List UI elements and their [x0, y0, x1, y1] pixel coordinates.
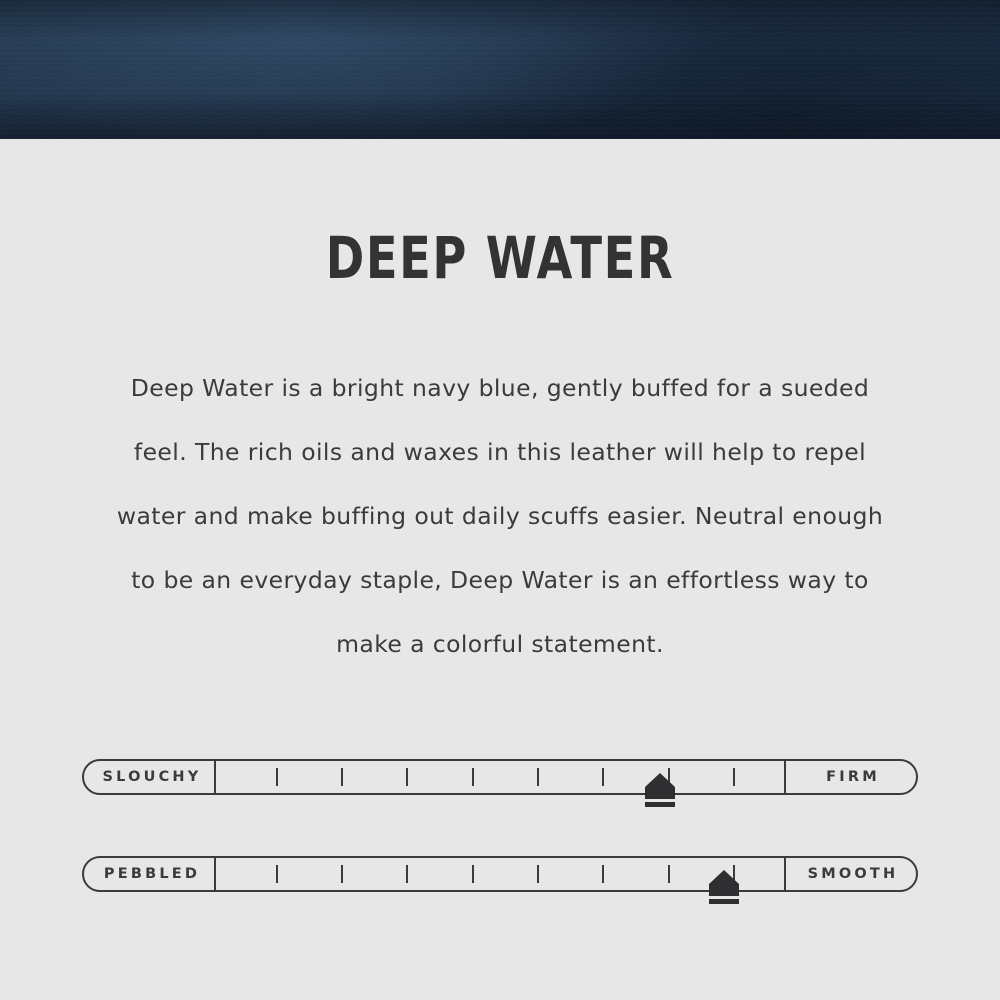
page-title: DEEP WATER — [325, 224, 675, 292]
swatch-bottom-shadow — [0, 93, 1000, 139]
slider-tick — [341, 865, 343, 883]
marker-foot — [645, 802, 675, 807]
slider-tick — [602, 768, 604, 786]
marker-body — [645, 787, 675, 799]
slider-pebbled-smooth[interactable] — [82, 856, 918, 892]
slider-tick — [668, 865, 670, 883]
slider-slouchy-firm[interactable] — [82, 759, 918, 795]
slider-ticks-pebbled-smooth — [216, 858, 784, 890]
product-description: Deep Water is a bright navy blue, gently buffed for a sueded feel. The rich oils and waxes in this leather will help to repel water and make buffing out daily scuffs easier. Neutral enough to be an everyday staple, Deep Water is an effortless way to make a colorful statement. — [116, 374, 884, 658]
slider-tick — [733, 768, 735, 786]
slider-ticks-slouchy-firm — [216, 761, 784, 793]
marker-arrow-icon — [709, 870, 739, 884]
leather-swatch-image — [0, 0, 1000, 139]
marker-arrow-icon — [645, 773, 675, 787]
slider-tick — [602, 865, 604, 883]
slider-tick — [406, 768, 408, 786]
slider-tick — [537, 768, 539, 786]
slider-tick — [537, 865, 539, 883]
marker-foot — [709, 899, 739, 904]
slider-tick — [276, 865, 278, 883]
slider-right-label-firm: FIRM — [784, 761, 916, 793]
slider-tick — [472, 865, 474, 883]
slider-tick — [276, 768, 278, 786]
slider-marker-slouchy-firm[interactable] — [645, 773, 675, 807]
slider-left-label-pebbled: PEBBLED — [84, 858, 216, 890]
slider-tick — [406, 865, 408, 883]
slider-tick — [472, 768, 474, 786]
slider-marker-pebbled-smooth[interactable] — [709, 870, 739, 904]
slider-left-label-slouchy: SLOUCHY — [84, 761, 216, 793]
marker-body — [709, 884, 739, 896]
slider-tick — [341, 768, 343, 786]
slider-right-label-smooth: SMOOTH — [784, 858, 916, 890]
swatch-top-shadow — [0, 0, 1000, 40]
